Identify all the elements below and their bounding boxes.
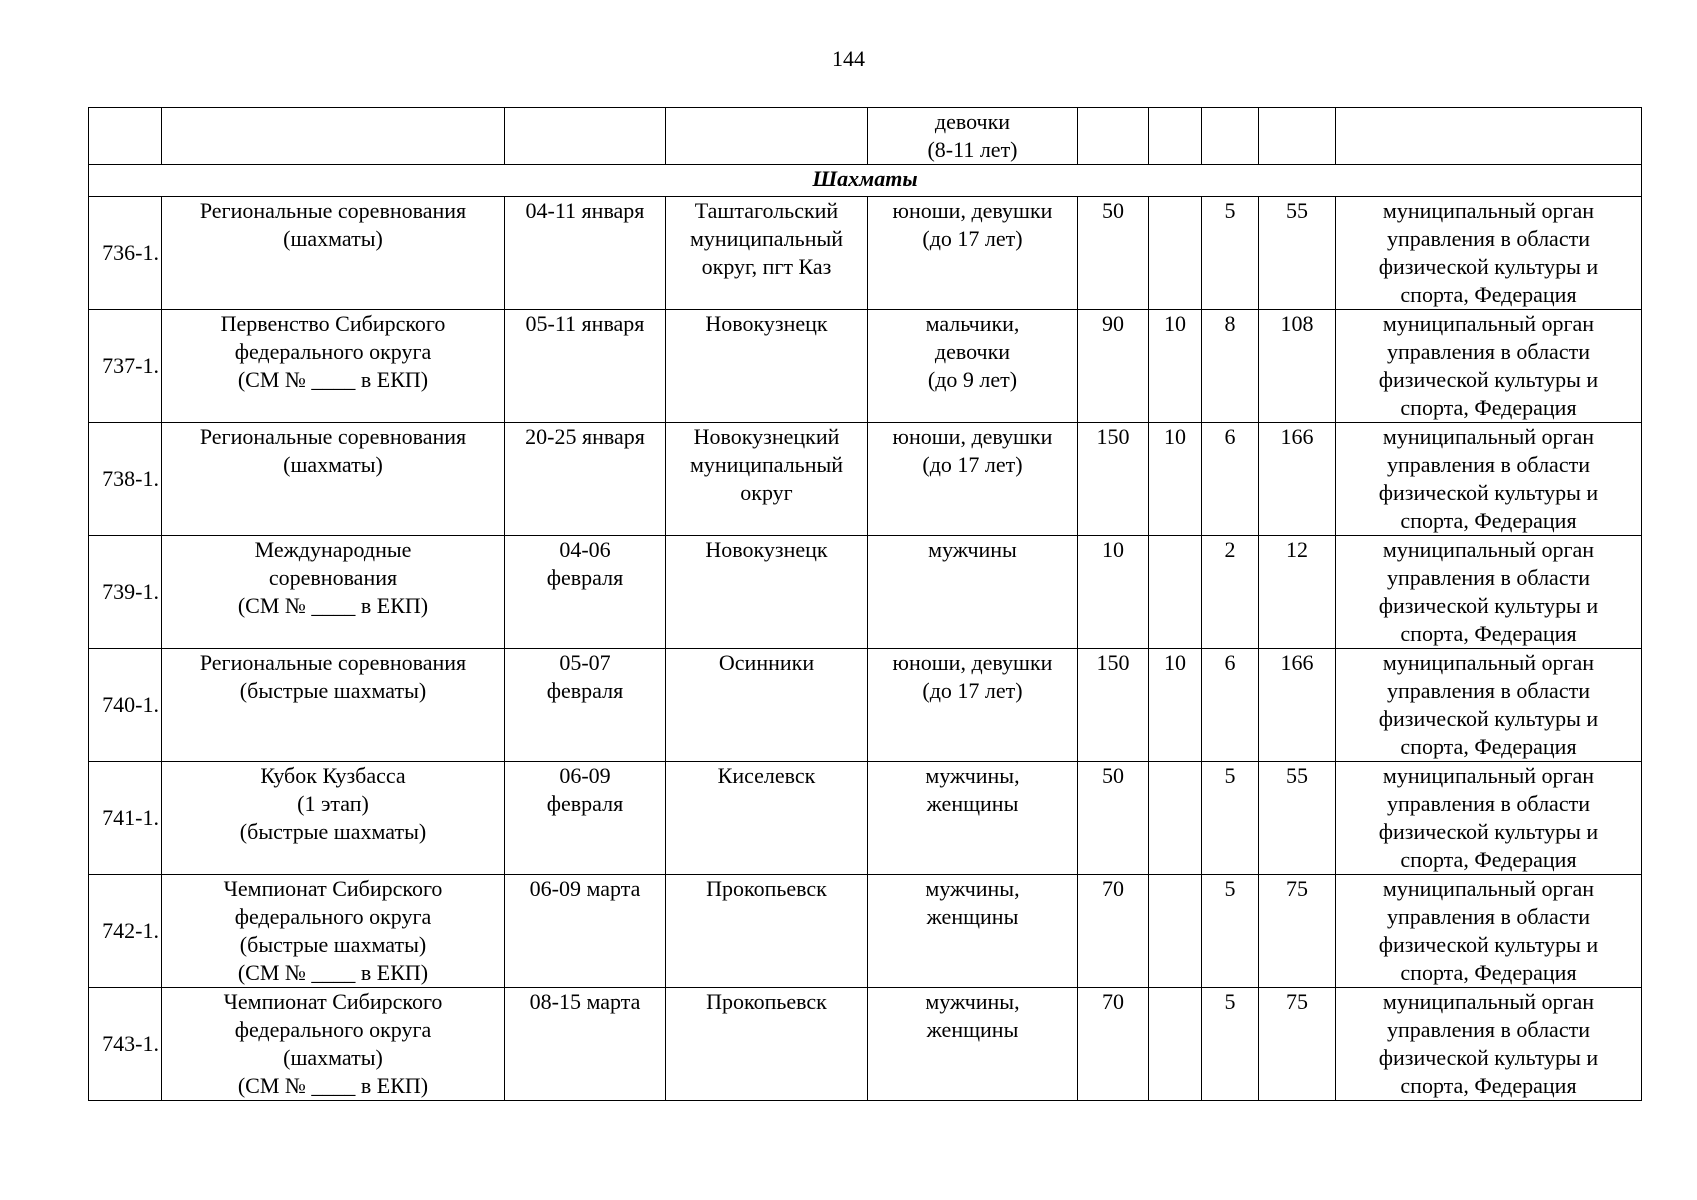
cell-event-name bbox=[162, 536, 505, 649]
cell-dates bbox=[505, 875, 666, 988]
cell-event-name-line: Первенство Сибирского bbox=[220, 311, 446, 336]
cell-dates-line: февраля bbox=[546, 565, 624, 590]
section-title: Шахматы bbox=[89, 165, 1642, 197]
cell-organizer bbox=[1336, 762, 1642, 875]
cell-place-line: Таштагольский bbox=[694, 198, 839, 223]
cell-organizer-line: физической культуры и bbox=[1378, 819, 1599, 844]
cell-c2: 10 bbox=[1149, 423, 1202, 536]
cell-participants bbox=[868, 197, 1078, 310]
cell-participants bbox=[868, 423, 1078, 536]
cell-c2 bbox=[1149, 108, 1202, 165]
cell-event-name-line: (СМ № ____ в ЕКП) bbox=[237, 367, 429, 392]
cell-organizer-line: физической культуры и bbox=[1378, 1045, 1599, 1070]
cell-event-name-line: Региональные соревнования bbox=[199, 650, 467, 675]
cell-place-line: Киселевск bbox=[717, 763, 816, 788]
cell-dates bbox=[505, 310, 666, 423]
cell-participants-line: юноши, девушки bbox=[892, 650, 1053, 675]
cell-c2 bbox=[1149, 988, 1202, 1101]
cell-event-name-line: Региональные соревнования bbox=[199, 198, 467, 223]
cell-participants bbox=[868, 536, 1078, 649]
cell-organizer-line: физической культуры и bbox=[1378, 706, 1599, 731]
cell-place bbox=[666, 423, 868, 536]
cell-participants-line: (до 17 лет) bbox=[922, 226, 1023, 251]
cell-dates-line: 04-06 bbox=[559, 537, 611, 562]
cell-dates bbox=[505, 108, 666, 165]
cell-c2 bbox=[1149, 762, 1202, 875]
cell-organizer bbox=[1336, 310, 1642, 423]
cell-total: 75 bbox=[1259, 988, 1336, 1101]
cell-place bbox=[666, 875, 868, 988]
cell-dates bbox=[505, 197, 666, 310]
cell-organizer-line: управления в области bbox=[1387, 904, 1590, 929]
cell-name bbox=[162, 108, 505, 165]
cell-place bbox=[666, 988, 868, 1101]
cell-c1: 90 bbox=[1078, 310, 1149, 423]
cell-dates-line: февраля bbox=[546, 678, 624, 703]
cell-event-name-line: (СМ № ____ в ЕКП) bbox=[237, 1073, 429, 1098]
cell-total: 55 bbox=[1259, 197, 1336, 310]
cell-c3: 5 bbox=[1202, 988, 1259, 1101]
cell-place-line: муниципальный bbox=[689, 226, 844, 251]
cell-num: 740-1. bbox=[89, 649, 162, 762]
cell-participants-line: мальчики, bbox=[925, 311, 1020, 336]
cell-place-line: Прокопьевск bbox=[706, 876, 827, 901]
table-row bbox=[89, 197, 1642, 310]
cell-participants-line: девочки bbox=[934, 339, 1011, 364]
cell-c2 bbox=[1149, 536, 1202, 649]
table-row bbox=[89, 988, 1642, 1101]
cell-place bbox=[666, 108, 868, 165]
cell-c1: 70 bbox=[1078, 988, 1149, 1101]
cell-place bbox=[666, 536, 868, 649]
cell-org bbox=[1336, 108, 1642, 165]
cell-c3: 5 bbox=[1202, 197, 1259, 310]
cell-event-name-line: соревнования bbox=[268, 565, 398, 590]
cell-event-name-line: федерального округа bbox=[234, 339, 432, 364]
cell-place bbox=[666, 762, 868, 875]
cell-organizer-line: муниципальный орган bbox=[1382, 198, 1595, 223]
cell-c1: 50 bbox=[1078, 762, 1149, 875]
cell-participants-line: женщины bbox=[926, 904, 1019, 929]
cell-event-name-line: (быстрые шахматы) bbox=[239, 932, 427, 957]
cell-participants bbox=[868, 988, 1078, 1101]
cell-organizer-line: управления в области bbox=[1387, 452, 1590, 477]
cell-c1 bbox=[1078, 108, 1149, 165]
cell-place-line: Осинники bbox=[718, 650, 815, 675]
cell-organizer-line: муниципальный орган bbox=[1382, 537, 1595, 562]
cell-dates-line: 08-15 марта bbox=[529, 989, 641, 1014]
participants-line: девочки bbox=[934, 109, 1011, 134]
table-row bbox=[89, 875, 1642, 988]
cell-dates-line: 06-09 bbox=[559, 763, 611, 788]
cell-organizer-line: спорта, Федерация bbox=[1400, 508, 1577, 533]
cell-c3: 2 bbox=[1202, 536, 1259, 649]
cell-c3: 5 bbox=[1202, 875, 1259, 988]
cell-c1: 10 bbox=[1078, 536, 1149, 649]
cell-event-name bbox=[162, 988, 505, 1101]
continuation-row bbox=[89, 108, 1642, 165]
cell-event-name-line: федерального округа bbox=[234, 904, 432, 929]
cell-place bbox=[666, 649, 868, 762]
cell-event-name bbox=[162, 310, 505, 423]
cell-num: 737-1. bbox=[89, 310, 162, 423]
cell-organizer-line: муниципальный орган bbox=[1382, 989, 1595, 1014]
cell-participants-line: (до 17 лет) bbox=[922, 452, 1023, 477]
cell-event-name-line: (СМ № ____ в ЕКП) bbox=[237, 960, 429, 985]
cell-participants bbox=[868, 649, 1078, 762]
cell-total: 108 bbox=[1259, 310, 1336, 423]
cell-participants-line: юноши, девушки bbox=[892, 424, 1053, 449]
cell-c3: 6 bbox=[1202, 423, 1259, 536]
cell-place-line: муниципальный bbox=[689, 452, 844, 477]
cell-c1: 150 bbox=[1078, 423, 1149, 536]
cell-participants-line: мужчины, bbox=[925, 876, 1020, 901]
cell-dates-line: 04-11 января bbox=[525, 198, 645, 223]
table-row bbox=[89, 423, 1642, 536]
cell-organizer bbox=[1336, 649, 1642, 762]
cell-total bbox=[1259, 108, 1336, 165]
section-row bbox=[89, 165, 1642, 197]
cell-num: 742-1. bbox=[89, 875, 162, 988]
cell-event-name-line: (СМ № ____ в ЕКП) bbox=[237, 593, 429, 618]
cell-place-line: округ bbox=[740, 480, 793, 505]
cell-event-name-line: Кубок Кузбасса bbox=[260, 763, 406, 788]
cell-num: 743-1. bbox=[89, 988, 162, 1101]
cell-organizer-line: физической культуры и bbox=[1378, 480, 1599, 505]
cell-organizer-line: физической культуры и bbox=[1378, 593, 1599, 618]
cell-organizer-line: физической культуры и bbox=[1378, 932, 1599, 957]
cell-organizer-line: муниципальный орган bbox=[1382, 311, 1595, 336]
cell-event-name bbox=[162, 875, 505, 988]
cell-total: 12 bbox=[1259, 536, 1336, 649]
cell-organizer-line: управления в области bbox=[1387, 791, 1590, 816]
cell-dates-line: 20-25 января bbox=[525, 424, 645, 449]
cell-place-line: Новокузнецк bbox=[705, 537, 828, 562]
cell-organizer-line: управления в области bbox=[1387, 226, 1590, 251]
cell-organizer-line: муниципальный орган bbox=[1382, 650, 1595, 675]
cell-organizer bbox=[1336, 423, 1642, 536]
cell-c2 bbox=[1149, 197, 1202, 310]
cell-participants bbox=[868, 762, 1078, 875]
cell-organizer bbox=[1336, 988, 1642, 1101]
cell-participants-line: мужчины bbox=[928, 537, 1017, 562]
cell-num: 739-1. bbox=[89, 536, 162, 649]
cell-dates bbox=[505, 649, 666, 762]
table-row bbox=[89, 310, 1642, 423]
cell-event-name-line: (быстрые шахматы) bbox=[239, 678, 427, 703]
cell-event-name-line: федерального округа bbox=[234, 1017, 432, 1042]
cell-participants-line: женщины bbox=[926, 791, 1019, 816]
cell-participants bbox=[868, 108, 1078, 165]
cell-num: 736-1. bbox=[89, 197, 162, 310]
cell-event-name-line: (шахматы) bbox=[283, 226, 383, 251]
cell-c3 bbox=[1202, 108, 1259, 165]
cell-organizer-line: спорта, Федерация bbox=[1400, 282, 1577, 307]
cell-event-name-line: (шахматы) bbox=[283, 452, 383, 477]
cell-c1: 150 bbox=[1078, 649, 1149, 762]
cell-event-name-line: Региональные соревнования bbox=[199, 424, 467, 449]
cell-c3: 8 bbox=[1202, 310, 1259, 423]
cell-organizer bbox=[1336, 536, 1642, 649]
cell-place-line: округ, пгт Каз bbox=[701, 254, 832, 279]
cell-organizer-line: муниципальный орган bbox=[1382, 876, 1595, 901]
cell-place-line: Новокузнецкий bbox=[693, 424, 840, 449]
cell-organizer-line: физической культуры и bbox=[1378, 254, 1599, 279]
cell-dates bbox=[505, 423, 666, 536]
cell-dates bbox=[505, 762, 666, 875]
cell-event-name bbox=[162, 197, 505, 310]
table-row bbox=[89, 762, 1642, 875]
cell-event-name-line: Международные bbox=[254, 537, 412, 562]
cell-organizer-line: спорта, Федерация bbox=[1400, 960, 1577, 985]
cell-num bbox=[89, 108, 162, 165]
cell-c2: 10 bbox=[1149, 649, 1202, 762]
cell-organizer-line: спорта, Федерация bbox=[1400, 1073, 1577, 1098]
cell-organizer-line: управления в области bbox=[1387, 339, 1590, 364]
cell-event-name bbox=[162, 762, 505, 875]
cell-organizer-line: спорта, Федерация bbox=[1400, 847, 1577, 872]
cell-organizer-line: управления в области bbox=[1387, 565, 1590, 590]
page-number: 144 bbox=[832, 46, 865, 71]
cell-participants-line: женщины bbox=[926, 1017, 1019, 1042]
cell-organizer-line: спорта, Федерация bbox=[1400, 734, 1577, 759]
table-row bbox=[89, 649, 1642, 762]
cell-c2: 10 bbox=[1149, 310, 1202, 423]
cell-place bbox=[666, 310, 868, 423]
cell-place-line: Прокопьевск bbox=[706, 989, 827, 1014]
cell-organizer-line: управления в области bbox=[1387, 678, 1590, 703]
cell-place bbox=[666, 197, 868, 310]
table-body bbox=[89, 108, 1642, 1101]
cell-event-name-line: (быстрые шахматы) bbox=[239, 819, 427, 844]
cell-participants-line: мужчины, bbox=[925, 989, 1020, 1014]
cell-dates bbox=[505, 988, 666, 1101]
cell-event-name bbox=[162, 649, 505, 762]
cell-c1: 70 bbox=[1078, 875, 1149, 988]
cell-dates bbox=[505, 536, 666, 649]
cell-dates-line: 05-07 bbox=[559, 650, 611, 675]
cell-organizer-line: физической культуры и bbox=[1378, 367, 1599, 392]
events-table bbox=[88, 107, 1642, 1101]
cell-dates-line: февраля bbox=[546, 791, 624, 816]
cell-total: 166 bbox=[1259, 649, 1336, 762]
cell-organizer-line: управления в области bbox=[1387, 1017, 1590, 1042]
cell-total: 166 bbox=[1259, 423, 1336, 536]
cell-dates-line: 05-11 января bbox=[525, 311, 645, 336]
cell-c3: 6 bbox=[1202, 649, 1259, 762]
participants-line: (8-11 лет) bbox=[927, 137, 1018, 162]
cell-participants-line: юноши, девушки bbox=[892, 198, 1053, 223]
cell-participants-line: (до 17 лет) bbox=[922, 678, 1023, 703]
cell-event-name bbox=[162, 423, 505, 536]
cell-organizer-line: муниципальный орган bbox=[1382, 763, 1595, 788]
cell-num: 741-1. bbox=[89, 762, 162, 875]
cell-organizer-line: муниципальный орган bbox=[1382, 424, 1595, 449]
cell-total: 75 bbox=[1259, 875, 1336, 988]
cell-event-name-line: (1 этап) bbox=[297, 791, 369, 816]
cell-participants-line: (до 9 лет) bbox=[927, 367, 1018, 392]
cell-organizer-line: спорта, Федерация bbox=[1400, 621, 1577, 646]
cell-organizer bbox=[1336, 875, 1642, 988]
cell-event-name-line: Чемпионат Сибирского bbox=[223, 989, 443, 1014]
cell-c2 bbox=[1149, 875, 1202, 988]
cell-event-name-line: (шахматы) bbox=[283, 1045, 383, 1070]
cell-c3: 5 bbox=[1202, 762, 1259, 875]
cell-organizer bbox=[1336, 197, 1642, 310]
cell-organizer-line: спорта, Федерация bbox=[1400, 395, 1577, 420]
cell-participants bbox=[868, 310, 1078, 423]
cell-participants-line: мужчины, bbox=[925, 763, 1020, 788]
cell-num: 738-1. bbox=[89, 423, 162, 536]
cell-participants bbox=[868, 875, 1078, 988]
cell-dates-line: 06-09 марта bbox=[529, 876, 641, 901]
cell-total: 55 bbox=[1259, 762, 1336, 875]
cell-event-name-line: Чемпионат Сибирского bbox=[223, 876, 443, 901]
table-row bbox=[89, 536, 1642, 649]
cell-place-line: Новокузнецк bbox=[705, 311, 828, 336]
cell-c1: 50 bbox=[1078, 197, 1149, 310]
